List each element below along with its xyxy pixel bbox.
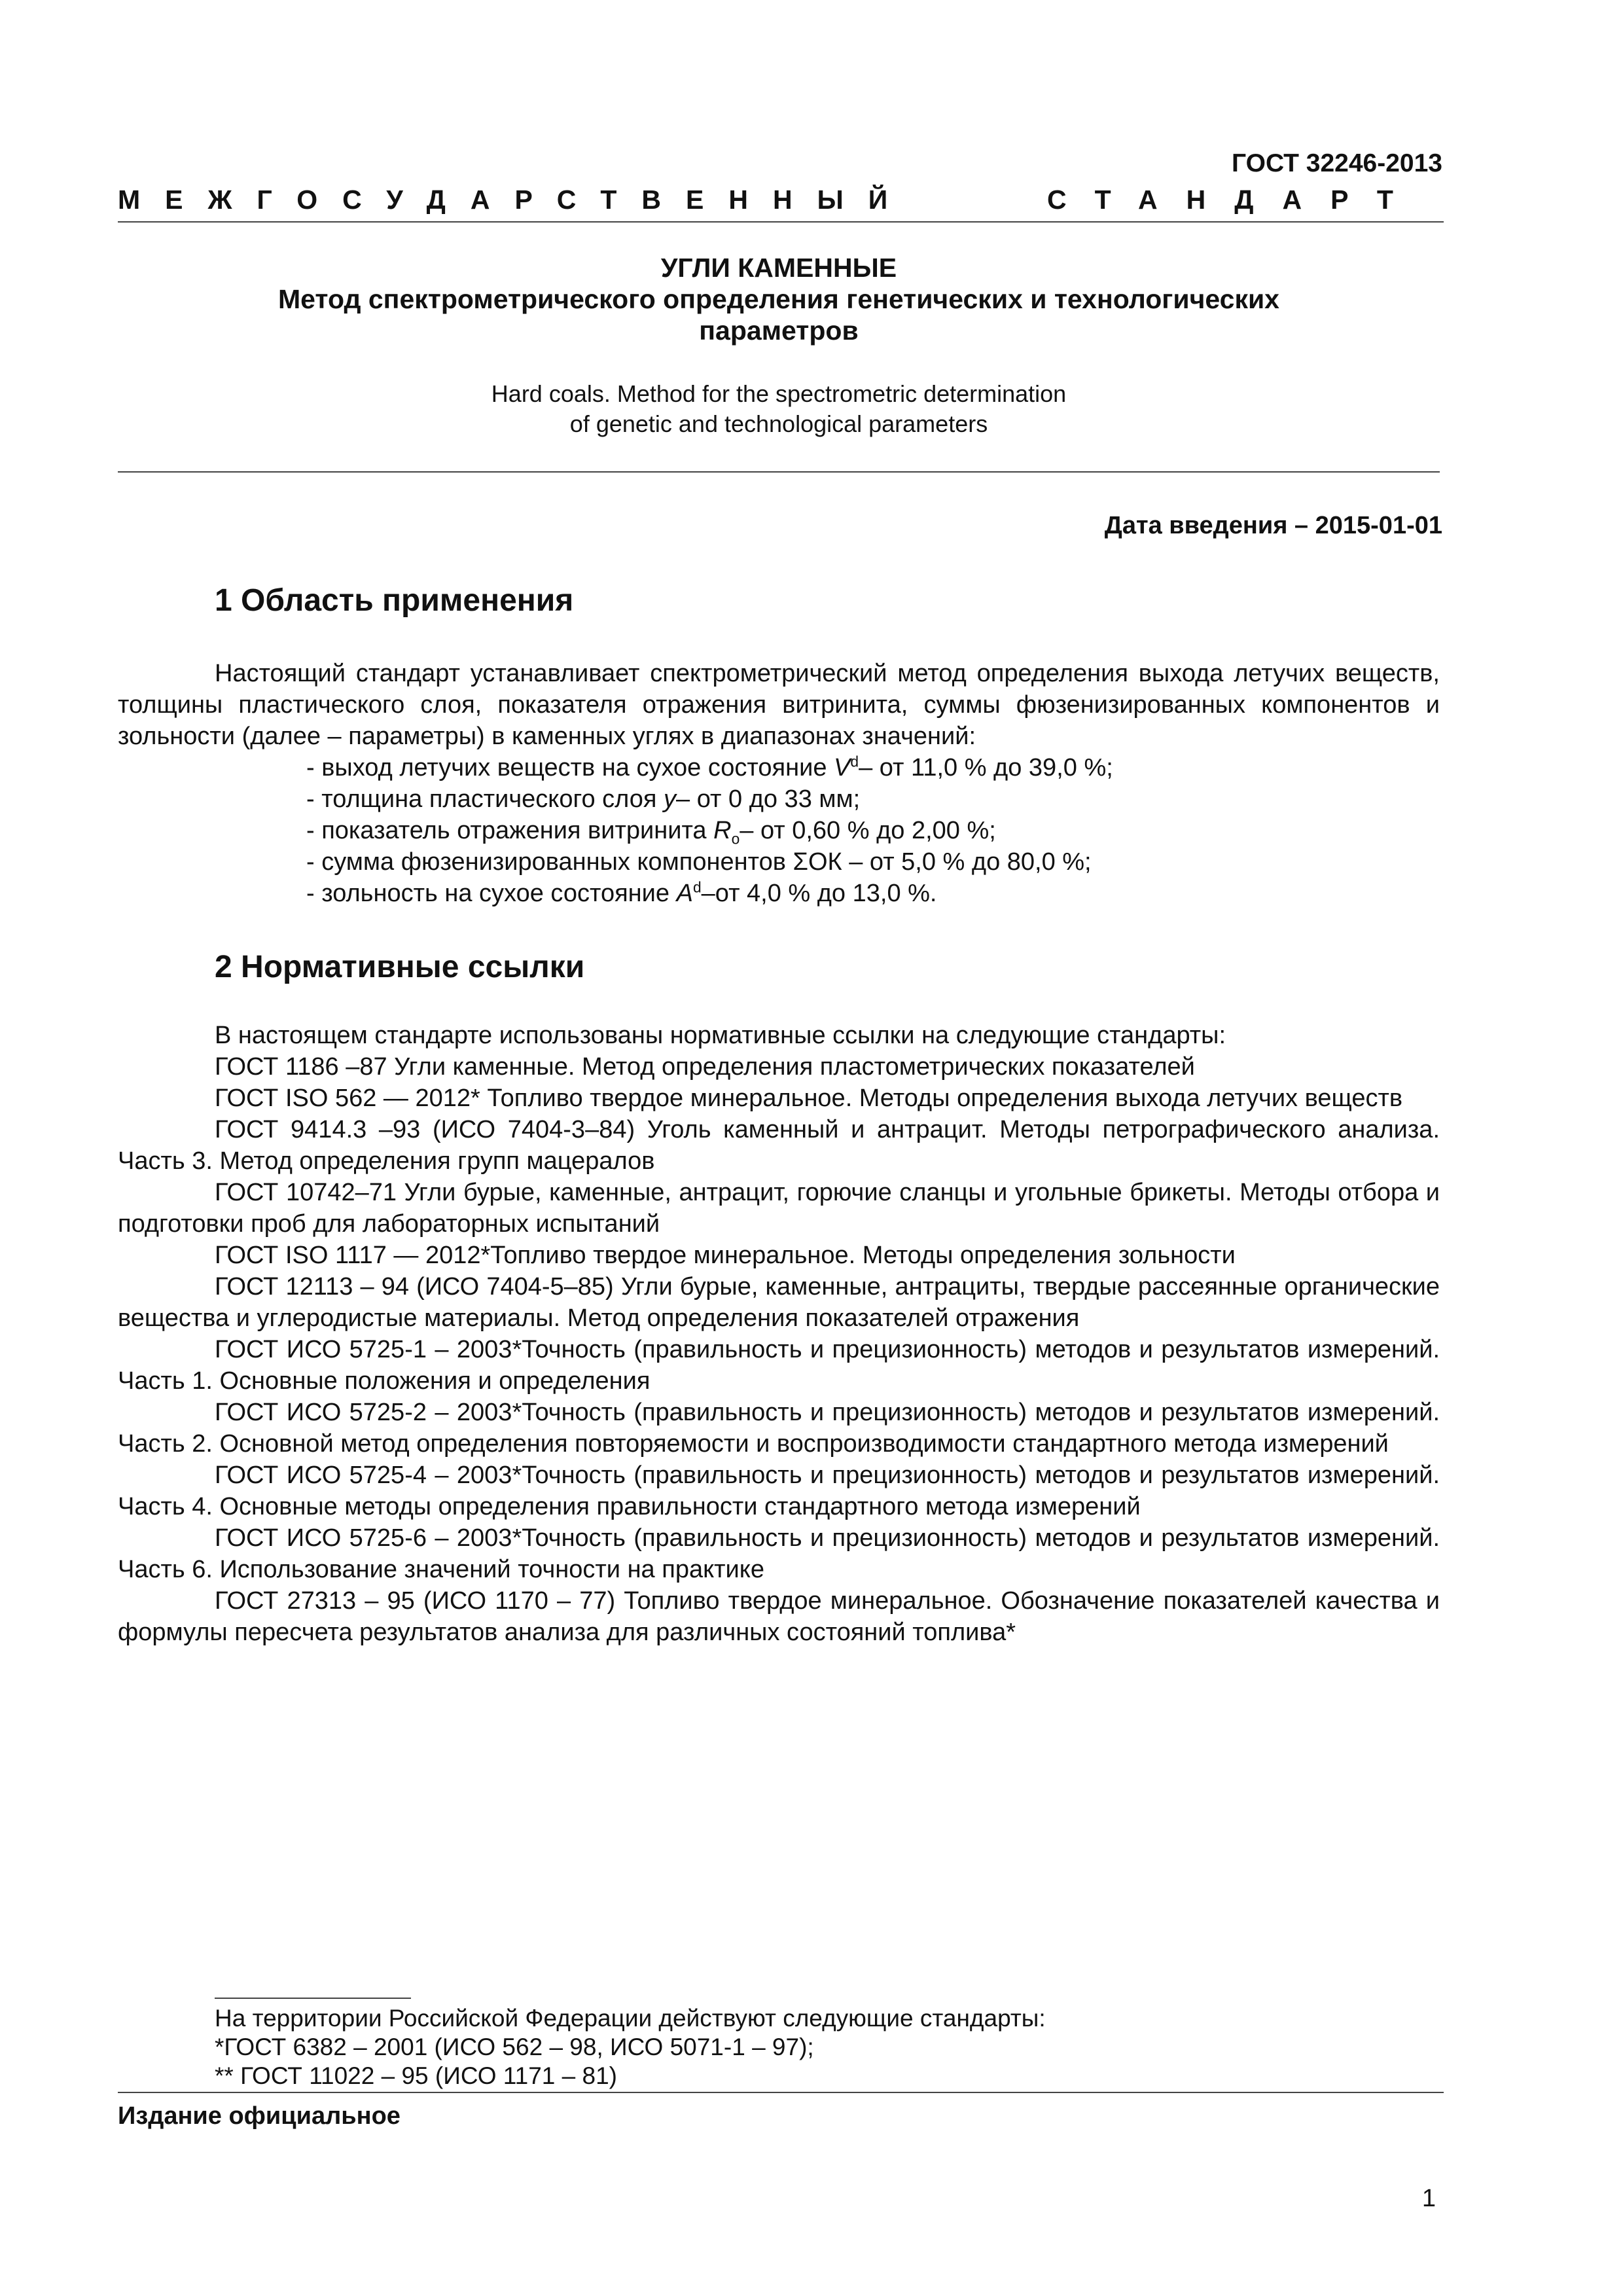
section2-heading: 2 Нормативные ссылки <box>215 950 585 984</box>
reference-item: ГОСТ ISO 562 — 2012* Топливо твердое минеральное. Методы определения выхода летучих веществ <box>215 1085 1403 1112</box>
standard-code: ГОСТ 32246-2013 <box>1232 149 1442 177</box>
section1-heading: 1 Область применения <box>215 583 574 618</box>
reference-item: ГОСТ ИСО 5725-4 – 2003*Точность (правильность и прецизионность) методов и результатов измерений. Часть 4. Основные методы определения правильности стандартного метода измерений <box>118 1462 1440 1520</box>
header-divider <box>118 221 1444 223</box>
document-title: УГЛИ КАМЕННЫЕ <box>660 253 897 283</box>
range-item-volatile: - выход летучих веществ на сухое состояние $V^d-$ от 11,0 % до 39,0 %; <box>306 753 1113 781</box>
reference-item: ГОСТ 10742–71 Угли бурые, каменные, антрацит, горючие сланцы и угольные брикеты. Методы отбора и подготовки проб для лабораторных испытаний <box>118 1179 1440 1238</box>
references-intro: В настоящем стандарте использованы нормативные ссылки на следующие стандарты: <box>215 1022 1226 1049</box>
range-item-ash: - зольность на сухое состояние $A^d-от$ 4,0 % до 13,0 %. <box>306 878 937 907</box>
document-subtitle-line1: Метод спектрометрического определения генетических и технологических <box>278 284 1279 314</box>
footer-divider <box>118 2092 1444 2093</box>
banner-standard: СТАНДАРТ <box>1047 185 1422 215</box>
range-item-fusinized: - сумма фюзенизированных компонентов ΣОК – от 5,0 % до 80,0 %; <box>306 848 1092 876</box>
footnote-line: ** ГОСТ 11022 – 95 (ИСО 1171 – 81) <box>215 2062 617 2089</box>
document-subtitle-line2: параметров <box>699 315 859 346</box>
section1-body <box>118 658 1440 909</box>
reference-item: ГОСТ 1186 –87 Угли каменные. Метод определения пластометрических показателей <box>215 1053 1195 1081</box>
english-title-line1: Hard coals. Method for the spectrometric determination <box>491 380 1067 407</box>
title-divider <box>118 471 1440 473</box>
section2-body <box>118 1020 1440 1648</box>
official-edition-label: Издание официальное <box>118 2102 401 2130</box>
standard-type-banner <box>118 185 1422 215</box>
reference-item: ГОСТ ИСО 5725-6 – 2003*Точность (правильность и прецизионность) методов и результатов измерений. Часть 6. Использование значений точности на практике <box>118 1524 1440 1583</box>
range-item-reflectance: - показатель отражения витринита $R_o-$ от 0,60 % до 2,00 %; <box>306 817 996 848</box>
footnote-line: *ГОСТ 6382 – 2001 (ИСО 562 – 98, ИСО 5071-1 – 97); <box>215 2034 814 2060</box>
footnotes <box>215 2004 1046 2090</box>
english-title-line2: of genetic and technological parameters <box>569 410 988 437</box>
section1-paragraph: Настоящий стандарт устанавливает спектрометрический метод определения выхода летучих веществ, толщины пластического слоя, показателя отражения витринита, суммы фюзенизированных компонентов и зольности (далее – параметры) в каменных углях в диапазонах значений: <box>118 660 1440 750</box>
range-item-plastic-layer: - толщина пластического слоя y– от 0 до 33 мм; <box>306 785 861 813</box>
reference-item: ГОСТ ИСО 5725-1 – 2003*Точность (правильность и прецизионность) методов и результатов измерений. Часть 1. Основные положения и определения <box>118 1336 1440 1395</box>
footnote-separator <box>215 1998 411 1999</box>
reference-item: ГОСТ 9414.3 –93 (ИСО 7404-3–84) Уголь каменный и антрацит. Методы петрографического анализа. Часть 3. Метод определения групп мацералов <box>118 1116 1440 1175</box>
introduction-date: Дата введения – 2015-01-01 <box>1104 512 1442 539</box>
footnote-line: На территории Российской Федерации действуют следующие стандарты: <box>215 2005 1046 2032</box>
reference-item: ГОСТ ISO 1117 — 2012*Топливо твердое минеральное. Методы определения зольности <box>215 1242 1236 1269</box>
page-number: 1 <box>1421 2185 1436 2212</box>
reference-item: ГОСТ 12113 – 94 (ИСО 7404-5–85) Угли бурые, каменные, антрациты, твердые рассеянные органические вещества и углеродистые материалы. Метод определения показателей отражения <box>118 1273 1440 1332</box>
reference-item: ГОСТ 27313 – 95 (ИСО 1170 – 77) Топливо твердое минеральное. Обозначение показателей качества и формулы пересчета результатов анализа для различных состояний топлива* <box>118 1587 1440 1646</box>
reference-item: ГОСТ ИСО 5725-2 – 2003*Точность (правильность и прецизионность) методов и результатов измерений. Часть 2. Основной метод определения повторяемости и воспроизводимости стандартного метода измерений <box>118 1399 1440 1458</box>
banner-interstate: МЕЖГОСУДАРСТВЕННЫЙ <box>118 185 913 215</box>
